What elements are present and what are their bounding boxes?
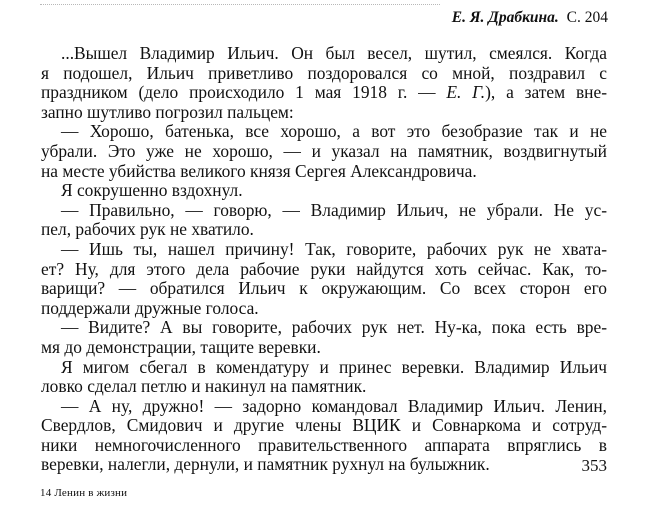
text-line: Я сокрушенно вздохнул. <box>61 180 243 201</box>
text-line: ет? Ну, для этого дела рабочие руки найдутся хоть сейчас. Как, то- <box>41 258 607 279</box>
text-line: мя до демонстрации, тащите веревки. <box>41 336 321 357</box>
text-line: — Ишь ты, нашел причину! Так, говорите, рабочих рук не хвата- <box>61 238 607 259</box>
text-line: ники немногочисленного правительственного аппарата впряглись в <box>41 434 607 455</box>
text-line: — А ну, дружно! — задорно командовал Владимир Ильич. Ленин, <box>61 395 607 416</box>
printer-signature: 14 Ленин в жизни <box>40 487 128 499</box>
text-line: поддержали дружные голоса. <box>41 297 259 318</box>
text-line: ловко сделал петлю и накинул на памятник. <box>41 376 367 397</box>
text-line: Я мигом сбегал в комендатуру и принес веревки. Владимир Ильич <box>61 356 607 377</box>
body-text <box>41 44 607 475</box>
text-line: — Правильно, — говорю, — Владимир Ильич, не убрали. Не ус- <box>61 199 607 220</box>
page-number: 353 <box>581 456 607 475</box>
header-author: Е. Я. Драбкина. <box>451 9 559 26</box>
running-header <box>452 9 608 27</box>
text-line: запно шутливо погрозил пальцем: <box>41 101 294 122</box>
text-line: я подошел, Ильич приветливо поздоровался со мной, поздравил с <box>41 62 607 83</box>
text-line: — Видите? А вы говорите, рабочих рук нет. Ну-ка, пока есть вре- <box>61 317 607 338</box>
text-line: веревки, налегли, дернули, и памятник рухнул на булыжник. <box>41 454 490 475</box>
text-line: праздником (дело происходило 1 мая 1918 г. — Е. Г.), а затем вне- <box>41 82 607 103</box>
text-line: на месте убийства великого князя Сергея Александровича. <box>41 160 477 181</box>
header-page-reference: С. 204 <box>566 9 608 26</box>
text-line: пел, рабочих рук не хватило. <box>41 219 254 240</box>
text-line: — Хорошо, батенька, все хорошо, а вот это безобразие так и не <box>61 121 607 142</box>
text-line: Свердлов, Смидович и другие члены ВЦИК и Совнаркома и сотруд- <box>41 415 607 436</box>
text-line: ...Вышел Владимир Ильич. Он был весел, шутил, смеялся. Когда <box>61 43 607 63</box>
text-line: убрали. Это уже не хорошо, — и указал на памятник, воздвигнутый <box>41 140 607 161</box>
scan-edge-artifact <box>40 4 440 7</box>
text-line: варищи? — обратился Ильич к окружающим. Со всех сторон его <box>41 278 607 299</box>
